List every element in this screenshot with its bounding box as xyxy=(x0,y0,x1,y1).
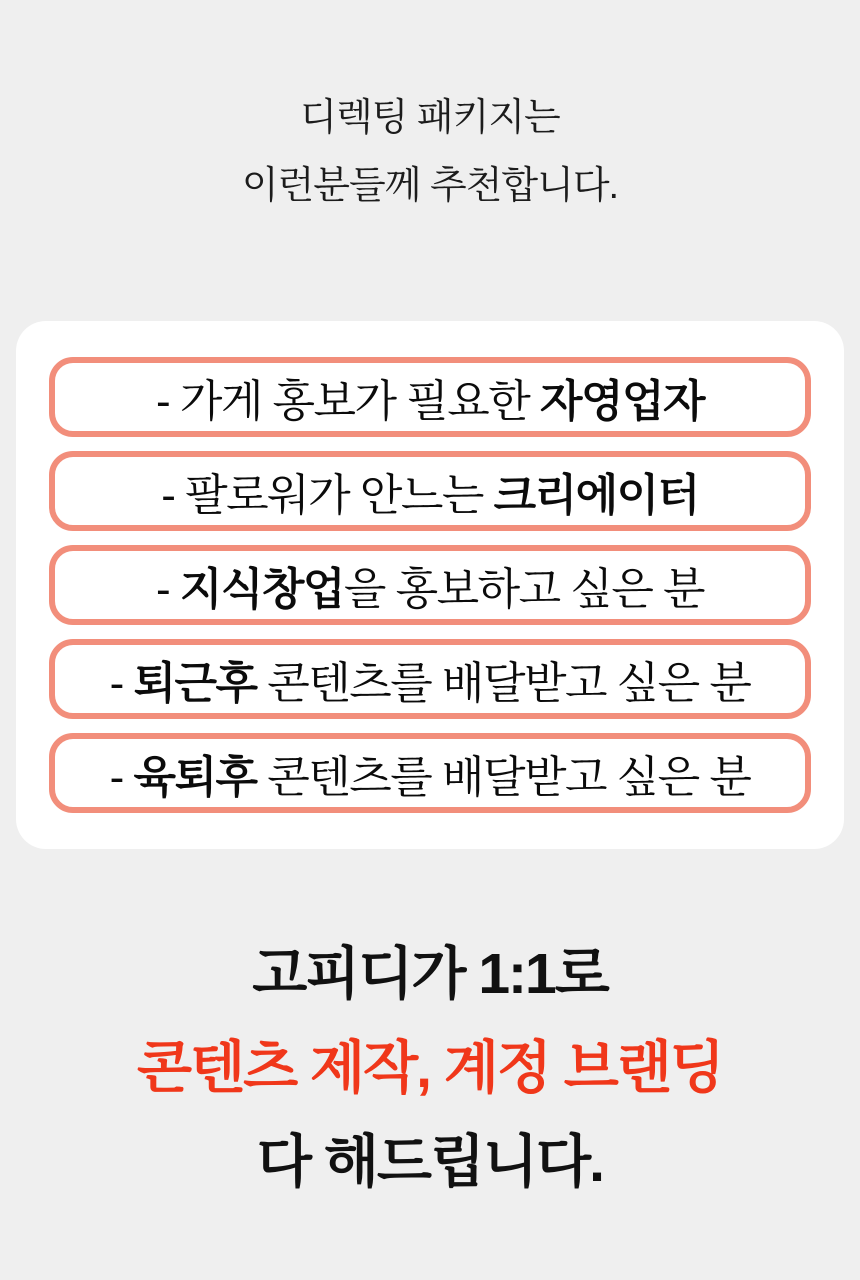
pill-text: - 지식창업을 홍보하고 싶은 분 xyxy=(155,565,705,614)
headline-line-2-accent: 콘텐츠 제작, 계정 브랜딩 xyxy=(137,1036,723,1100)
pill-text: - 팔로워가 안느는 크리에이터 xyxy=(161,471,699,520)
intro-line-2: 이런분들께 추천합니다. xyxy=(241,165,619,207)
pill-text: - 육퇴후 콘텐츠를 배달받고 싶은 분 xyxy=(109,753,751,802)
pill-text: - 퇴근후 콘텐츠를 배달받고 싶은 분 xyxy=(109,659,751,708)
audience-pill-creator xyxy=(49,451,811,531)
audience-card xyxy=(16,321,844,849)
pill-text: - 가게 홍보가 필요한 자영업자 xyxy=(155,377,705,426)
audience-pill-after-kids-bedtime xyxy=(49,733,811,813)
intro-line-1: 디렉팅 패키지는 xyxy=(300,97,560,139)
headline-line-3: 다 해드립니다. xyxy=(256,1130,604,1194)
audience-pill-knowledge-business xyxy=(49,545,811,625)
headline-line-1: 고피디가 1:1로 xyxy=(252,942,608,1006)
audience-pill-self-employed xyxy=(49,357,811,437)
headline xyxy=(0,927,860,1209)
section-intro xyxy=(0,0,860,220)
audience-pill-after-work xyxy=(49,639,811,719)
